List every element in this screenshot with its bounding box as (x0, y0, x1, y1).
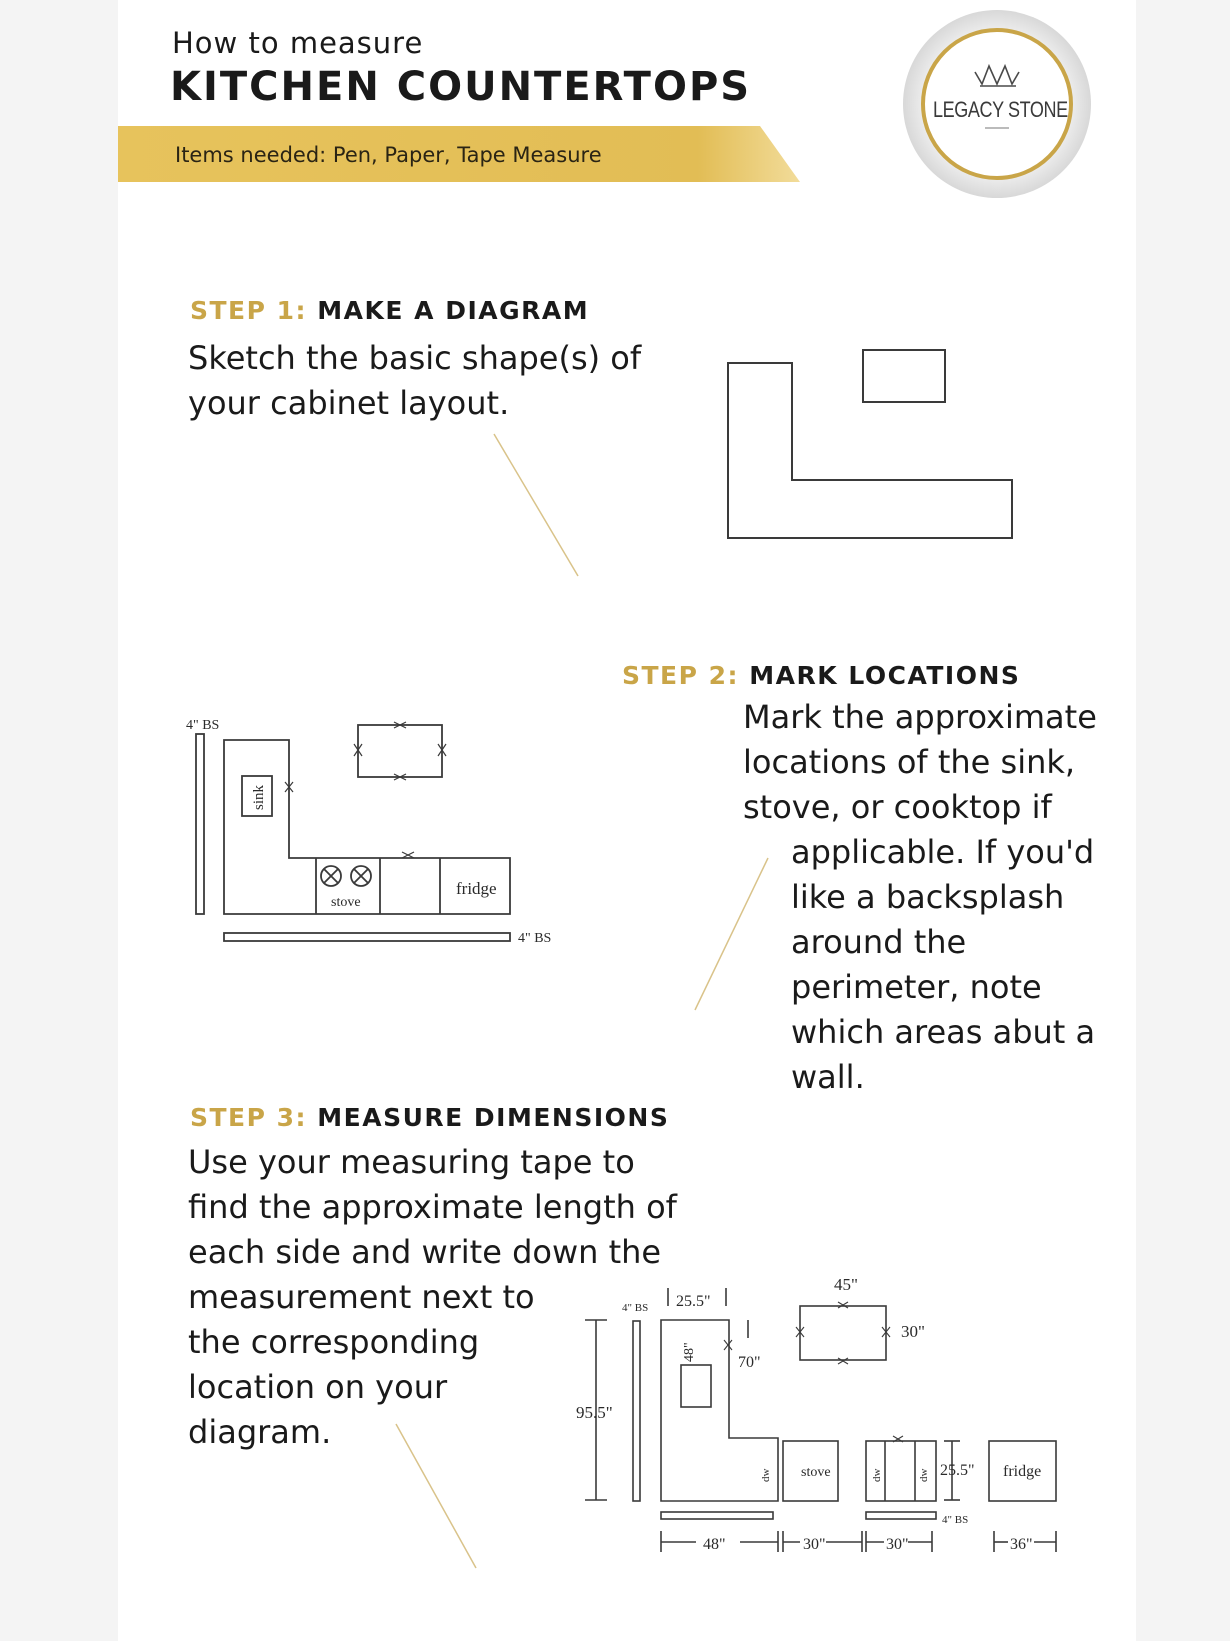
bs-bottom-label: 4" BS (518, 931, 552, 946)
fridge-label: fridge (1003, 1463, 1042, 1480)
backsplash-left (633, 1321, 640, 1501)
step2-line: which areas abut a (791, 1013, 1096, 1051)
step3-line: location on your (188, 1368, 448, 1406)
sink-box (681, 1365, 711, 1407)
step2-line: wall. (791, 1058, 865, 1096)
bs-bottom-label: 4" BS (942, 1514, 969, 1526)
header-subtitle: How to measure (172, 26, 424, 60)
backsplash-bottom-1 (661, 1512, 773, 1519)
dim-255-label: 25.5" (940, 1462, 975, 1479)
fridge-label: fridge (456, 879, 497, 898)
bs-top-label: 4" BS (186, 718, 220, 733)
dim-top-label: 25.5" (676, 1293, 711, 1310)
dw-label-3: dw (918, 1468, 930, 1482)
step3-label: STEP 3: (190, 1103, 308, 1132)
bottom-30b-label: 30" (886, 1536, 909, 1553)
step1-label: STEP 1: (190, 296, 308, 325)
stove-label: stove (801, 1465, 831, 1480)
step3-line: each side and write down the (188, 1233, 662, 1271)
step2-line: perimeter, note (791, 968, 1042, 1006)
step2-title: MARK LOCATIONS (749, 661, 1021, 690)
step3-line: measurement next to (188, 1278, 535, 1316)
step1-line: Sketch the basic shape(s) of (188, 339, 642, 377)
sink-label: sink (251, 784, 267, 810)
bs-top-label: 4" BS (622, 1302, 649, 1314)
logo-text: LEGACY STONE (933, 97, 1068, 122)
step2-line: locations of the sink, (743, 743, 1076, 781)
bottom-36-label: 36" (1010, 1536, 1033, 1553)
dim-48v-label: 48" (682, 1342, 697, 1362)
step1-title: MAKE A DIAGRAM (317, 296, 590, 325)
step3-line: the corresponding (188, 1323, 480, 1361)
dim-95-label: 95.5" (576, 1403, 613, 1422)
bottom-30a-label: 30" (803, 1536, 826, 1553)
step3-line: diagram. (188, 1413, 332, 1451)
step2-line: stove, or cooktop if (743, 788, 1052, 826)
backsplash-bottom-2 (866, 1512, 936, 1519)
step1-line: your cabinet layout. (188, 384, 510, 422)
dim-70-label: 70" (738, 1354, 761, 1371)
step2-label: STEP 2: (622, 661, 740, 690)
step3-line: Use your measuring tape to (188, 1143, 635, 1181)
step3-line: find the approximate length of (188, 1188, 677, 1226)
step2-line: like a backsplash (791, 878, 1065, 916)
step2-line: Mark the approximate (743, 698, 1097, 736)
island-height-label: 30" (901, 1322, 925, 1341)
stove-label: stove (331, 895, 361, 910)
items-needed-text: Items needed: Pen, Paper, Tape Measure (175, 143, 602, 167)
step2-line: applicable. If you'd (791, 833, 1095, 871)
step2-line: around the (791, 923, 967, 961)
island-cabinet (800, 1306, 886, 1360)
bottom-48-label: 48" (703, 1536, 726, 1553)
dw-label-2: dw (871, 1468, 883, 1482)
island-width-label: 45" (834, 1275, 858, 1294)
header-title: KITCHEN COUNTERTOPS (170, 64, 752, 110)
dw-label-1: dw (760, 1468, 772, 1482)
step3-title: MEASURE DIMENSIONS (317, 1103, 670, 1132)
